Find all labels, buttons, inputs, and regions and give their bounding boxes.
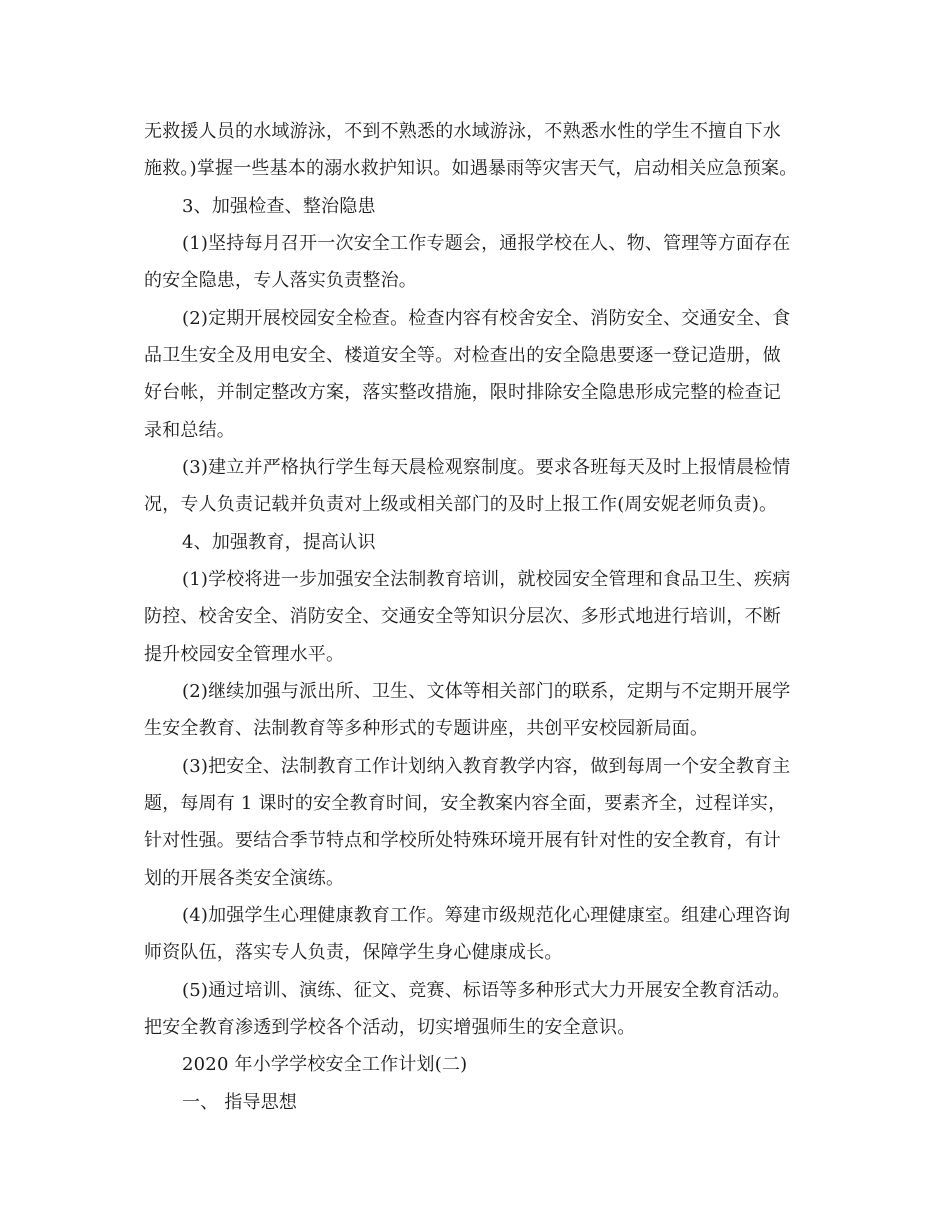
text-line: 品卫生安全及用电安全、楼道安全等。对检查出的安全隐患要逐一登记造册，做: [144, 345, 781, 366]
text-line: (5)通过培训、演练、征文、竞赛、标语等多种形式大力开展安全教育活动。: [182, 980, 791, 1001]
text-line: 提升校园安全管理水平。: [144, 644, 345, 665]
text-line: 题，每周有 1 课时的安全教育时间，安全教案内容全面，要素齐全，过程详实，: [144, 793, 787, 814]
text-line: 师资队伍，落实专人负责，保障学生身心健康成长。: [144, 942, 563, 963]
text-line: 好台帐，并制定整改方案，落实整改措施，限时排除安全隐患形成完整的检查记: [144, 382, 781, 403]
section-heading: 一、 指导思想: [182, 1092, 298, 1113]
text-line: 的安全隐患，专人落实负责整治。: [144, 270, 417, 291]
text-line: 无救援人员的水域游泳，不到不熟悉的水域游泳，不熟悉水性的学生不擅自下水: [144, 121, 781, 142]
text-line: 况，专人负责记载并负责对上级或相关部门的及时上报工作(周安妮老师负责)。: [144, 494, 778, 515]
document-title: 2020 年小学学校安全工作计划(二): [182, 1054, 468, 1075]
section-heading: 3、加强检查、整治隐患: [182, 196, 376, 217]
text-line: (3)建立并严格执行学生每天晨检观察制度。要求各班每天及时上报情晨检情: [182, 457, 791, 478]
text-line: 生安全教育、法制教育等多种形式的专题讲座，共创平安校园新局面。: [144, 718, 709, 739]
text-line: 划的开展各类安全演练。: [144, 868, 345, 889]
section-heading: 4、加强教育，提高认识: [182, 532, 376, 553]
text-line: 把安全教育渗透到学校各个活动，切实增强师生的安全意识。: [144, 1017, 636, 1038]
text-line: 施救。)掌握一些基本的溺水救护知识。如遇暴雨等灾害天气，启动相关应急预案。: [144, 158, 798, 179]
text-line: 针对性强。要结合季节特点和学校所处特殊环境开展有针对性的安全教育，有计: [144, 830, 781, 851]
text-line: (1)学校将进一步加强安全法制教育培训，就校园安全管理和食品卫生、疾病: [182, 569, 791, 590]
text-line: (2)定期开展校园安全检查。检查内容有校舍安全、消防安全、交通安全、食: [182, 308, 791, 329]
text-line: (4)加强学生心理健康教育工作。筹建市级规范化心理健康室。组建心理咨询: [182, 905, 791, 926]
text-line: 录和总结。: [144, 420, 235, 441]
text-line: (2)继续加强与派出所、卫生、文体等相关部门的联系，定期与不定期开展学: [182, 681, 791, 702]
text-line: (3)把安全、法制教育工作计划纳入教育教学内容，做到每周一个安全教育主: [182, 756, 791, 777]
text-line: 防控、校舍安全、消防安全、交通安全等知识分层次、多形式地进行培训，不断: [144, 606, 781, 627]
text-line: (1)坚持每月召开一次安全工作专题会，通报学校在人、物、管理等方面存在: [182, 233, 791, 254]
